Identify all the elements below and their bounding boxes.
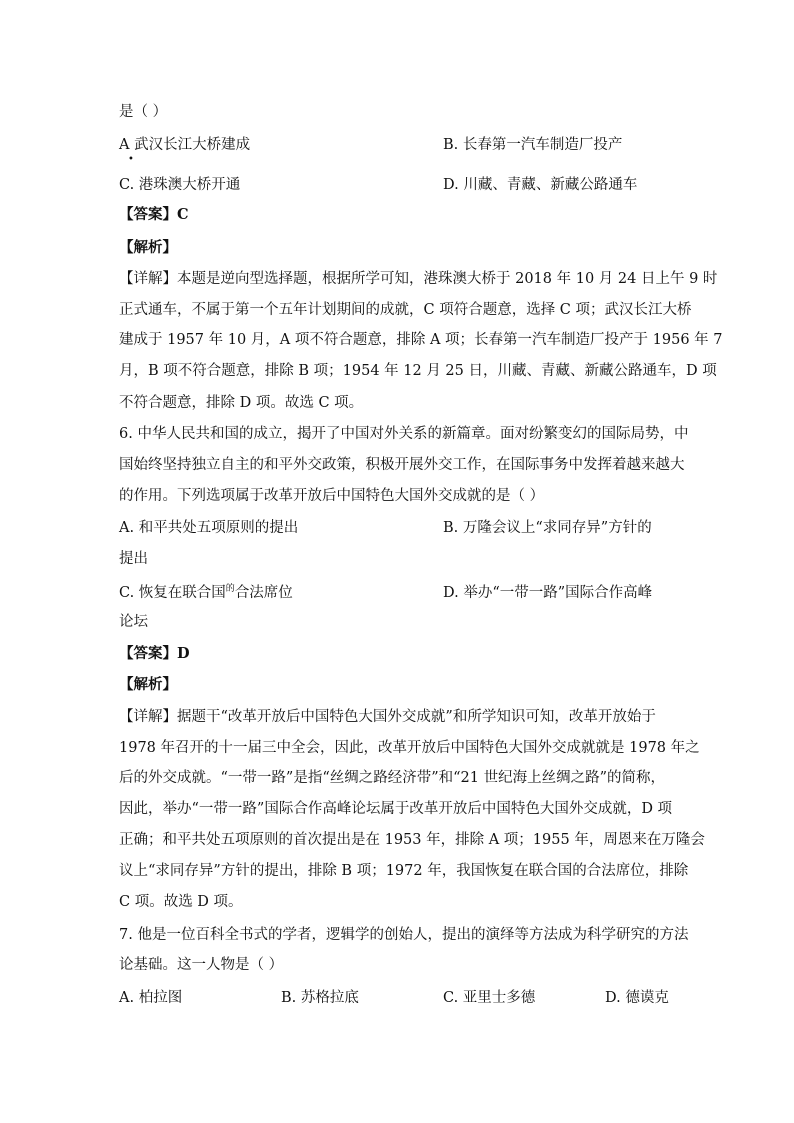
- q6-detail-line: 正确；和平共处五项原则的首次提出是在 1953 年，排除 A 项；1955 年，周恩来在万隆会: [119, 832, 705, 848]
- q7-option-d: D. 德谟克: [605, 990, 669, 1006]
- q5-detail-line: 正式通车，不属于第一个五年计划期间的成就，C 项符合题意，选择 C 项；武汉长江大桥: [119, 302, 692, 318]
- q5-detail-line: 【详解】本题是逆向型选择题，根据所学可知，港珠澳大桥于 2018 年 10 月 24 日上午 9 时: [119, 271, 718, 287]
- q6-option-c-sup: 的: [225, 584, 235, 594]
- q5-answer: 【答案】C: [119, 206, 189, 223]
- q6-detail-line: 议上“求同存异”方针的提出，排除 B 项；1972 年，我国恢复在联合国的合法席位，排除: [119, 863, 689, 879]
- q6-option-b-cont: 提出: [119, 551, 148, 567]
- q6-detail-line: 后的外交成就。“一带一路”是指“丝绸之路经济带”和“21 世纪海上丝绸之路”的简称，: [119, 770, 666, 786]
- q6-answer: 【答案】D: [119, 645, 190, 662]
- q6-stem-line: 国始终坚持独立自主的和平外交政策，积极开展外交工作，在国际事务中发挥着越来越大: [119, 457, 685, 473]
- q6-option-c-pre: C. 恢复在联合国: [119, 585, 226, 601]
- q7-option-c: C. 亚里士多德: [443, 990, 536, 1006]
- q6-detail-line: 1978 年召开的十一届三中全会，因此，改革开放后中国特色大国外交成就就是 1978 年之: [119, 740, 700, 756]
- q6-detail-line: 【详解】据题干“改革开放后中国特色大国外交成就”和所学知识可知，改革开放始于: [119, 709, 656, 725]
- q6-option-b: B. 万隆会议上“求同存异”方针的: [443, 520, 652, 536]
- q5-detail-line: 建成于 1957 年 10 月，A 项不符合题意，排除 A 项；长春第一汽车制造厂投产于 1956 年 7: [119, 332, 723, 348]
- q6-option-a: A. 和平共处五项原则的提出: [119, 520, 299, 536]
- q6-stem-line: 的作用。下列选项属于改革开放后中国特色大国外交成就的是（ ）: [119, 488, 545, 504]
- q7-stem-line: 论基础。这一人物是（ ）: [119, 957, 284, 973]
- q5-option-d: D. 川藏、青藏、新藏公路通车: [443, 177, 638, 193]
- q5-detail-line: 月，B 项不符合题意，排除 B 项；1954 年 12 月 25 日，川藏、青藏、新藏公路通车，D 项: [119, 363, 717, 379]
- q6-option-d: D. 举办“一带一路”国际合作高峰: [443, 585, 653, 601]
- q7-stem-line: 7. 他是一位百科全书式的学者，逻辑学的创始人，提出的演绎等方法成为科学研究的方法: [119, 927, 689, 943]
- q6-option-c: [119, 583, 293, 605]
- q5-option-c: C. 港珠澳大桥开通: [119, 177, 241, 193]
- q6-stem-line: 6. 中华人民共和国的成立，揭开了中国对外关系的新篇章。面对纷繁变幻的国际局势，中: [119, 426, 689, 442]
- q7-option-a: A. 柏拉图: [119, 990, 183, 1006]
- q5-option-b: B. 长春第一汽车制造厂投产: [443, 137, 623, 153]
- q5-stem-tail: 是（ ）: [119, 104, 168, 120]
- q7-option-b: B. 苏格拉底: [281, 990, 359, 1006]
- q6-detail-line: 因此，举办“一带一路”国际合作高峰论坛属于改革开放后中国特色大国外交成就，D 项: [119, 801, 673, 817]
- q6-detail-line: C 项。故选 D 项。: [119, 894, 243, 910]
- q6-analysis-label: 【解析】: [119, 676, 177, 693]
- q5-detail-line: 不符合题意，排除 D 项。故选 C 项。: [119, 395, 364, 411]
- q6-option-c-post: 合法席位: [234, 585, 293, 601]
- emphasis-dot: •: [128, 154, 134, 165]
- q5-analysis-label: 【解析】: [119, 239, 177, 256]
- q6-option-d-cont: 论坛: [119, 614, 148, 630]
- q5-option-a: A 武汉长江大桥建成: [119, 137, 251, 153]
